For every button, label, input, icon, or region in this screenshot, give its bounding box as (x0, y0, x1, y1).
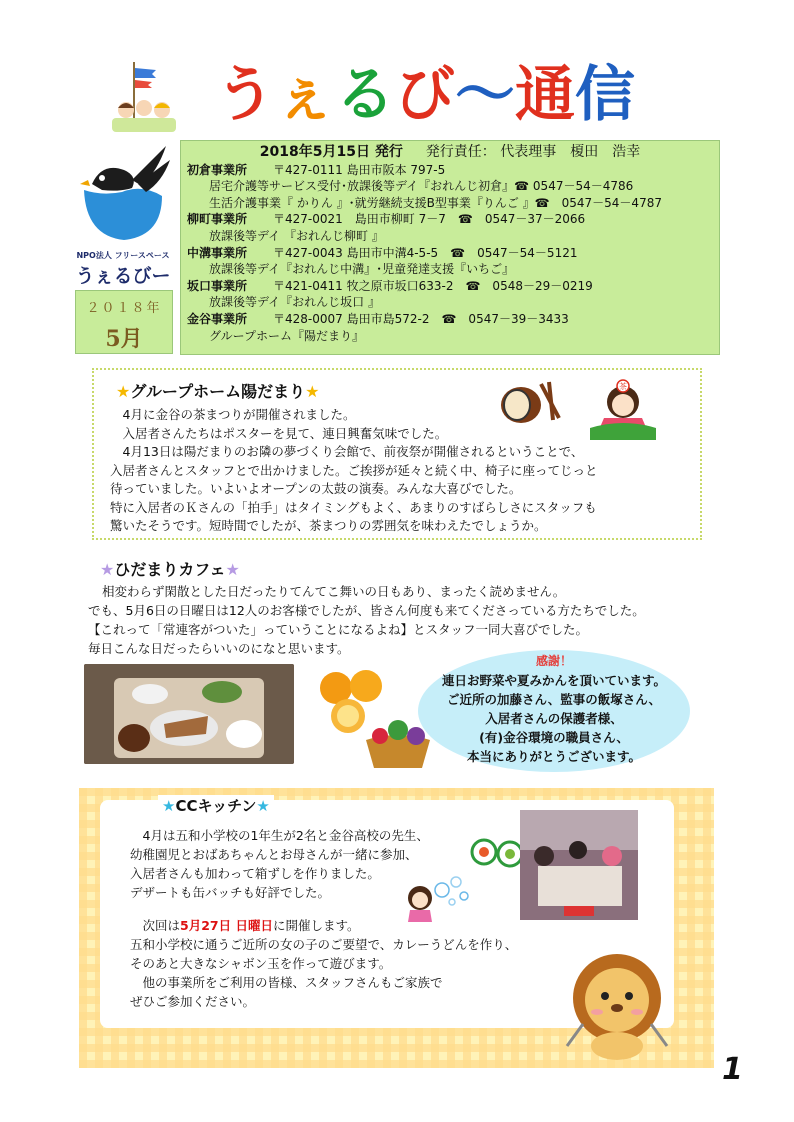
cafe-text (88, 582, 708, 658)
thanks-heading: 感謝！ (535, 654, 572, 668)
thanks-message (418, 650, 690, 766)
issue-year: ２０１８年 (86, 301, 162, 316)
paragraph-line: 入居者さんも加わって箱ずしを作りました。 (130, 866, 380, 881)
koinobori-children-illustration (112, 60, 176, 132)
office-service: 生活介護事業『 かりん 』･就労継続支援B型事業『りんご 』☎ 0547－54－4787 (209, 195, 662, 210)
meal-photo (84, 664, 294, 764)
logo-subtitle: NPO法人 フリースペース (76, 251, 170, 260)
star-icon: ★ (225, 560, 240, 579)
office-service: 居宅介護等サービス受付･放課後等デイ『おれんじ初倉』☎ 0547－54－4786 (209, 179, 634, 194)
office-phone: ☎ 0547－54－5121 (450, 245, 578, 260)
title-char: ～ (455, 60, 515, 130)
cooking-activity-photo (520, 810, 638, 920)
office-row (187, 311, 713, 328)
paragraph-line: 4月13日は陽だまりのお隣の夢づくり会館で、前夜祭が開催されるということで、 (110, 444, 584, 459)
paragraph-line: でも、5月6日の日曜日は12人のお客様でしたが、皆さん何度も来てくださっている方たちでした。 (88, 603, 645, 618)
taiko-drum-illustration (497, 378, 563, 428)
paragraph-line: 4月は五和小学校の1年生が2名と金谷高校の先生、 (130, 828, 429, 843)
paragraph-line: そのあと大きなシャボン玉を作って遊びます。 (130, 956, 392, 971)
office-name: 金谷事業所 (187, 311, 248, 326)
star-icon: ★ (162, 797, 176, 815)
thanks-line: (有)金谷環境の職員さん、 (479, 730, 629, 745)
responsible-person: 発行責任： 代表理事 榎田 浩幸 (425, 144, 641, 160)
paragraph-line: 【これって「常連客がついた」っていうことになるよね】とスタッフ一同大喜びでした。 (88, 622, 589, 637)
svg-text:茶: 茶 (619, 382, 627, 391)
office-info-box (180, 140, 720, 355)
office-phone: ☎ 0548－29－0219 (465, 278, 593, 293)
title-char: る (335, 60, 395, 130)
office-address: 〒421-0411 牧之原市坂口633-2 (273, 278, 454, 293)
office-name: 柳町事業所 (187, 212, 248, 227)
office-service: グループホーム『陽だまり』 (209, 328, 365, 343)
thanks-line: ご近所の加藤さん、監事の飯塚さん、 (446, 692, 661, 707)
title-char: 信 (575, 60, 635, 130)
office-row (187, 245, 713, 262)
paragraph-line: 4月に金谷の茶まつりが開催されました。 (110, 407, 356, 422)
thanks-line: 連日お野菜や夏みかんを頂いています。 (441, 673, 666, 688)
title-char: び (395, 60, 455, 130)
newsletter-title (215, 55, 635, 135)
organization-logo (72, 140, 174, 287)
paragraph-line: 幼稚園児とおばあちゃんとお母さんが一緒に参加、 (130, 847, 418, 862)
paragraph-line: デザートも缶バッチも好評でした。 (130, 885, 331, 900)
star-icon: ★ (256, 797, 270, 815)
can-badges-illustration (470, 836, 526, 872)
office-address: 〒427-0043 島田市中溝4-5-5 (273, 245, 439, 260)
paragraph-line: 驚いたそうです。短時間でしたが、茶まつりの雰囲気を味わえたでしょうか。 (110, 518, 547, 533)
cc-kitchen-next: 次回は5月27日 日曜日に開催します。 五和小学校に通うご近所の女の子のご要望で、カレーうどんを作り、 そのあと大きなシャボン玉を作って遊びます。 他の事業所をご利用の皆様、スタッフさんもご家族で ぜひご参加ください。 (130, 916, 600, 1011)
tea-picking-girl-illustration (590, 378, 656, 440)
issue-header (187, 144, 713, 161)
office-service: 放課後等デイ『おれんじ坂口 』 (209, 295, 380, 310)
thanks-line: 本当にありがとうございます。 (466, 749, 641, 764)
issue-month: 5月 (105, 326, 143, 352)
paragraph-line: 特に入居者のＫさんの「拍手」はタイミングもよく、あまりのすばらしさにスタッフも (110, 499, 597, 515)
office-row (187, 162, 713, 179)
soap-bubble-girl-illustration (404, 872, 474, 922)
paragraph-line: 毎日こんな日だったらいいのになと思います。 (88, 641, 350, 656)
office-name: 中溝事業所 (187, 245, 248, 260)
office-phone: ☎ 0547－39－3433 (441, 311, 569, 326)
office-row (187, 278, 713, 295)
paragraph-line: ぜひご参加ください。 (130, 994, 256, 1009)
office-address: 〒428-0007 島田市島572-2 (273, 311, 430, 326)
lion-illustration (555, 950, 680, 1060)
title-char: 通 (515, 60, 575, 130)
office-list (187, 162, 713, 345)
issue-date: 2018年5月15日 発行 (259, 144, 403, 160)
star-icon: ★ (305, 382, 320, 401)
office-name: 坂口事業所 (187, 278, 248, 293)
title-char: う (215, 60, 275, 130)
paragraph-line: 入居者さんとスタッフとで出かけました。ご挨拶が延々と続く中、椅子に座ってじっと (110, 462, 598, 478)
issue-month-box (75, 290, 173, 354)
office-address: 〒427-0111 島田市阪本 797-5 (273, 162, 446, 177)
star-icon: ★ (100, 560, 115, 579)
bird-logo-icon (72, 140, 174, 252)
paragraph-line: 入居者さんたちはポスターを見て、連日興奮気味でした。 (110, 425, 448, 441)
cafe-title: ★ひだまりカフェ★ (100, 560, 240, 579)
page-number: 1 (722, 1052, 743, 1087)
office-address: 〒427-0021 島田市柳町 7－7 (273, 212, 446, 227)
next-event-date: 5月27日 日曜日 (180, 918, 273, 933)
office-service: 放課後等デイ『おれんじ中溝』･児童発達支援『いちご』 (209, 262, 515, 277)
cc-kitchen-title: ★CCキッチン★ (158, 795, 274, 816)
paragraph-line: 他の事業所をご利用の皆様、スタッフさんもご家族で (130, 975, 443, 990)
paragraph-line: 相変わらず閑散とした日だったりてんてこ舞いの日もあり、まったく読めません。 (102, 584, 566, 599)
paragraph-line: 五和小学校に通うご近所の女の子のご要望で、カレーうどんを作り、 (130, 937, 518, 952)
logo-name: うぇるびー (75, 265, 171, 287)
office-name: 初倉事業所 (187, 162, 248, 177)
group-home-title: ★グループホーム陽だまり★ (112, 379, 323, 402)
paragraph-line: 待っていました。いよいよオープンの太鼓の演奏。みんな大喜びでした。 (110, 481, 522, 496)
office-phone: ☎ 0547－37－2066 (457, 212, 586, 227)
office-row (187, 211, 713, 228)
star-icon: ★ (116, 382, 131, 401)
title-char: ぇ (275, 60, 335, 130)
office-service: 放課後等デイ 『おれんじ柳町 』 (209, 228, 384, 243)
thanks-line: 入居者さんの保護者様、 (485, 711, 623, 726)
